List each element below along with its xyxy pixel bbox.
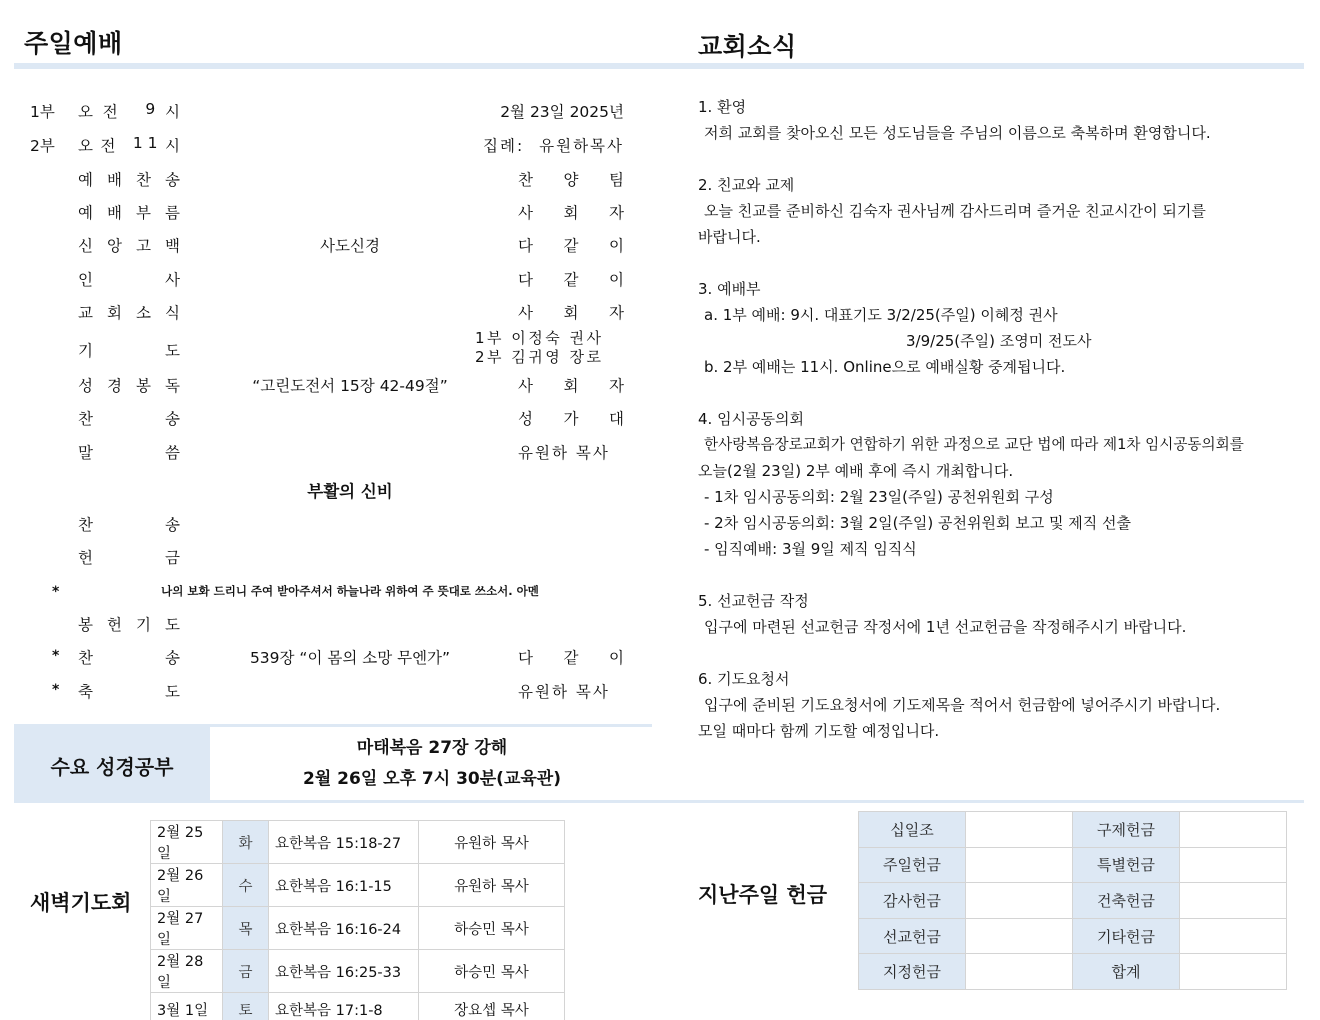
table-row: 선교헌금 기타헌금 xyxy=(859,918,1287,954)
table-row: 감사헌금 건축헌금 xyxy=(859,883,1287,919)
service1-row xyxy=(30,100,630,130)
dawn-prayer-label: 새벽기도회 xyxy=(30,891,132,915)
offering-amount xyxy=(966,918,1073,954)
news-heading: 2. 친교와 교제 xyxy=(698,176,795,194)
table-row: 2월 26일 수 요한복음 16:1-15 유원하 목사 xyxy=(151,864,565,907)
wednesday-label: 수요 성경공부 xyxy=(14,727,210,803)
order-by: 유원하 목사 xyxy=(518,683,610,701)
offerings-label: 지난주일 헌금 xyxy=(698,883,828,907)
order-row xyxy=(30,268,630,298)
order-by: 다 같 이 xyxy=(518,649,624,667)
order-row xyxy=(30,234,630,264)
service2-row xyxy=(30,134,630,164)
star-mark: * xyxy=(52,584,60,600)
offering-amount xyxy=(966,812,1073,848)
order-row xyxy=(30,441,630,471)
star-mark: * xyxy=(52,648,60,664)
order-row xyxy=(30,407,630,437)
news-heading: 5. 선교헌금 작정 xyxy=(698,592,809,610)
order-by: 성 가 대 xyxy=(518,410,624,428)
order-item: 성 경 봉 독 xyxy=(78,377,180,395)
order-item: 예 배 부 름 xyxy=(78,204,180,222)
middle-divider xyxy=(14,800,1304,803)
table-row: 2월 28일 금 요한복음 16:25-33 하승민 목사 xyxy=(151,950,565,993)
news-item: 4. 임시공동의회 한사랑복음장로교회가 연합하기 위한 과정으로 교단 법에 따라 제1차 임시공동의회를 오늘(2월 23일) 2부 예배 후에 즉시 개최합니다. - 1차 임시공동의회: 2월 23일(주일) 공천위원회 구성 - 2차 임시공동의회: 3월 2일(주일) 공천위원회 보고 및 제직 선출 - 임직예배: 3월 9일 제직 임직식 xyxy=(698,406,1288,562)
order-row xyxy=(30,513,630,543)
church-news xyxy=(698,94,1288,744)
service2-time: 오 전 1 1 시 xyxy=(78,134,180,155)
offering-prayer: 나의 보화 드리니 주여 받아주셔서 하늘나라 위하여 주 뜻대로 쓰소서. 아멘 xyxy=(161,584,539,598)
offerings-table xyxy=(858,811,1287,990)
wednesday-topic: 마태복음 27장 강해 xyxy=(356,738,508,758)
news-heading: 6. 기도요청서 xyxy=(698,670,790,688)
news-title: 교회소식 xyxy=(698,32,797,61)
service2-label: 2부 xyxy=(30,137,55,155)
order-row xyxy=(30,374,630,404)
hymn-detail: 539장 “이 몸의 소망 무엔가” xyxy=(249,649,451,667)
news-item: 6. 기도요청서 입구에 준비된 기도요청서에 기도제목을 적어서 헌금함에 넣어주시기 바랍니다. 모일 때마다 함께 기도할 예정입니다. xyxy=(698,666,1288,744)
order-by: 다 같 이 xyxy=(518,237,624,255)
offering-amount xyxy=(1180,954,1287,990)
order-row xyxy=(30,680,630,710)
offering-amount xyxy=(966,954,1073,990)
offering-amount xyxy=(1180,883,1287,919)
wednesday-time: 2월 26일 오후 7시 30분(교육관) xyxy=(303,769,561,789)
news-heading: 3. 예배부 xyxy=(698,280,761,298)
offering-amount xyxy=(966,847,1073,883)
order-item: 찬 송 xyxy=(78,516,180,534)
news-item: 5. 선교헌금 작정 입구에 마련된 선교헌금 작정서에 1년 선교헌금을 작정해주시기 바랍니다. xyxy=(698,588,1288,640)
order-by: 사 회 자 xyxy=(518,204,624,222)
order-item: 말 씀 xyxy=(78,444,180,462)
news-item: 3. 예배부 a. 1부 예배: 9시. 대표기도 3/2/25(주일) 이혜정 권사 3/9/25(주일) 조영미 전도사 b. 2부 예배는 11시. Online으로 예배실황 중계됩니다. xyxy=(698,276,1288,380)
order-row xyxy=(30,646,630,676)
order-item: 찬 송 xyxy=(78,410,180,428)
offering-amount xyxy=(1180,812,1287,848)
order-item: 인 사 xyxy=(78,271,180,289)
worship-title: 주일예배 xyxy=(24,29,123,58)
scripture-reading: “고린도전서 15장 42-49절” xyxy=(252,377,448,395)
order-by: 찬 양 팀 xyxy=(518,171,624,189)
order-by: 사 회 자 xyxy=(518,304,624,322)
order-row xyxy=(30,546,630,576)
order-item: 기 도 xyxy=(78,342,180,360)
order-item: 신 앙 고 백 xyxy=(78,237,180,255)
order-item: 축 도 xyxy=(78,683,180,701)
order-row xyxy=(30,613,630,643)
news-item: 2. 친교와 교제 오늘 친교를 준비하신 김숙자 권사님께 감사드리며 즐거운 친교시간이 되기를 바랍니다. xyxy=(698,172,1288,250)
table-row: 주일헌금 특별헌금 xyxy=(859,847,1287,883)
dawn-prayer-table xyxy=(150,820,565,1020)
order-by: 사 회 자 xyxy=(518,377,624,395)
order-row xyxy=(30,201,630,231)
top-divider xyxy=(14,63,1304,69)
news-item: 1. 환영 저희 교회를 찾아오신 모든 성도님들을 주님의 이름으로 축복하며 환영합니다. xyxy=(698,94,1288,146)
offering-amount xyxy=(1180,918,1287,954)
order-detail: 사도신경 xyxy=(320,237,380,255)
service1-label: 1부 xyxy=(30,103,55,121)
order-item: 교 회 소 식 xyxy=(78,304,180,322)
table-row: 십일조 구제헌금 xyxy=(859,812,1287,848)
order-row xyxy=(30,301,630,331)
bulletin-date: 2월 23일 2025년 xyxy=(500,103,624,121)
officiant: 집례: 유원하목사 xyxy=(483,137,624,155)
order-item: 찬 송 xyxy=(78,649,180,667)
star-mark: * xyxy=(52,682,60,698)
table-row: 지정헌금 합계 xyxy=(859,954,1287,990)
table-row: 3월 1일 토 요한복음 17:1-8 장요셉 목사 xyxy=(151,993,565,1020)
prayer-leaders: 1부 이정숙 권사 2부 김귀영 장로 xyxy=(475,329,604,366)
service1-time: 오 전 9 시 xyxy=(78,100,180,121)
order-item: 헌 금 xyxy=(78,549,180,567)
news-heading: 1. 환영 xyxy=(698,98,747,116)
offering-amount xyxy=(966,883,1073,919)
offering-amount xyxy=(1180,847,1287,883)
order-item: 예 배 찬 송 xyxy=(78,171,180,189)
order-item: 봉 헌 기 도 xyxy=(78,616,180,634)
order-by: 유원하 목사 xyxy=(518,444,610,462)
order-by: 다 같 이 xyxy=(518,271,624,289)
news-heading: 4. 임시공동의회 xyxy=(698,410,805,428)
table-row: 2월 27일 목 요한복음 16:16-24 하승민 목사 xyxy=(151,907,565,950)
wednesday-info xyxy=(212,733,652,795)
table-row: 2월 25일 화 요한복음 15:18-27 유원하 목사 xyxy=(151,821,565,864)
order-row xyxy=(30,168,630,198)
sermon-title: 부활의 신비 xyxy=(307,482,393,501)
